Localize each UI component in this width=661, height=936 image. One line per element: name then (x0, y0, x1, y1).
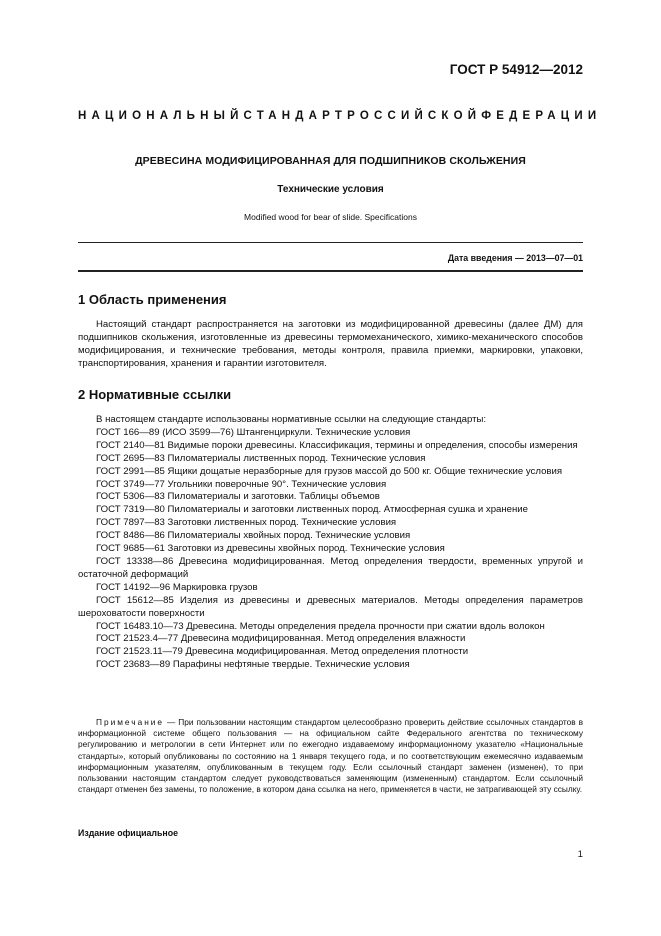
reference-item: ГОСТ 21523.4—77 Древесина модифицированная. Метод определения влажности (96, 633, 466, 645)
reference-item: ГОСТ 9685—61 Заготовки из древесины хвойных пород. Технические условия (96, 543, 445, 555)
reference-item: ГОСТ 23683—89 Парафины нефтяные твердые. Технические условия (96, 659, 410, 671)
document-title: ДРЕВЕСИНА МОДИФИЦИРОВАННАЯ ДЛЯ ПОДШИПНИКОВ СКОЛЬЖЕНИЯ (135, 155, 526, 167)
references-note (78, 717, 583, 795)
reference-item: ГОСТ 2140—81 Видимые пороки древесины. Классификация, термины и определения, способы измерения (96, 439, 578, 451)
scope-text: Настоящий стандарт распространяется на заготовки из модифицированной древесины (далее ДМ) для подшипников скольжения, изготовленные из древесины термомеханического, химико-механического способов модифицирования, и технические требования, методы контроля, правила приемки, маркировки, упаковки, транспортирования, хранения и гарантии изготовителя. (78, 319, 583, 369)
reference-item: ГОСТ 15612—85 Изделия из древесины и древесных материалов. Методы определения параметров шероховатости поверхности (78, 594, 583, 619)
english-title: Modified wood for bear of slide. Specifications (244, 212, 417, 222)
divider (78, 270, 583, 272)
section-heading: 2 Нормативные ссылки (78, 387, 232, 402)
reference-item: ГОСТ 2991—85 Ящики дощатые неразборные для грузов массой до 500 кг. Общие технические условия (96, 465, 563, 477)
references-list (78, 427, 583, 672)
national-standard-banner (78, 110, 602, 122)
reference-item: ГОСТ 7897—83 Заготовки лиственных пород. Технические условия (96, 517, 397, 529)
document-number: ГОСТ Р 54912—2012 (449, 62, 583, 77)
reference-item: ГОСТ 13338—86 Древесина модифицированная. Метод определения твердости, временных упругой и остаточной деформаций (78, 555, 583, 580)
reference-item: ГОСТ 8486—86 Пиломатериалы хвойных пород. Технические условия (96, 530, 411, 542)
document-subtitle: Технические условия (277, 184, 384, 195)
reference-item: ГОСТ 16483.10—73 Древесина. Методы определения предела прочности при сжатии вдоль волокон (96, 620, 545, 632)
section-scope (78, 292, 583, 371)
note-text: — При пользовании настоящим стандартом целесообразно проверить действие ссылочных стандартов в информационной системе общего пользования — на официальном сайте Федерального агентства по техническому регулированию и метрологии в сети Интернет или по ежегодно издаваемому информационному указателю «Национальные стандарты», который опубликованы по состоянию на 1 января текущего года, и по соответствующим ежемесячно издаваемым информационным указателям, опубликованным в текущем году. Если ссылочный стандарт заменен (изменен), то при пользовании настоящим стандартом следует руководствоваться заменяющим (измененным) стандартом. Если ссылочный стандарт отменен без замены, то положение, в котором дана ссылка на него, применяется в части, не затрагивающей эту ссылку. (78, 717, 583, 795)
banner-word: НАЦИОНАЛЬНЫЙ (78, 110, 244, 122)
note-label: Примечание (96, 717, 165, 727)
section-heading: 1 Область применения (78, 292, 227, 307)
reference-item: ГОСТ 14192—96 Маркировка грузов (96, 581, 258, 593)
page-number: 1 (577, 849, 583, 860)
section-references (78, 387, 583, 672)
banner-word: ФЕДЕРАЦИИ (481, 110, 602, 122)
reference-item: ГОСТ 5306—83 Пиломатериалы и заготовки. Таблицы объемов (96, 491, 380, 503)
scope-paragraph (78, 319, 583, 371)
reference-item: ГОСТ 2695—83 Пиломатериалы лиственных пород. Технические условия (96, 452, 426, 464)
banner-word: СТАНДАРТ (243, 110, 348, 122)
reference-item: ГОСТ 3749—77 Угольники поверочные 90°. Технические условия (96, 478, 387, 490)
reference-item: ГОСТ 7319—80 Пиломатериалы и заготовки лиственных пород. Атмосферная сушка и хранение (96, 504, 528, 516)
reference-item: ГОСТ 21523.11—79 Древесина модифицированная. Метод определения плотности (96, 646, 469, 658)
references-intro (78, 414, 583, 427)
references-intro-text: В настоящем стандарте использованы нормативные ссылки на следующие стандарты: (96, 414, 487, 425)
official-edition-label: Издание официальное (78, 828, 178, 838)
reference-item: ГОСТ 166—89 (ИСО 3599—76) Штангенциркули. Технические условия (96, 426, 411, 438)
divider (78, 242, 583, 243)
introduction-date: Дата введения — 2013—07—01 (447, 253, 583, 263)
banner-word: РОССИЙСКОЙ (347, 110, 482, 122)
